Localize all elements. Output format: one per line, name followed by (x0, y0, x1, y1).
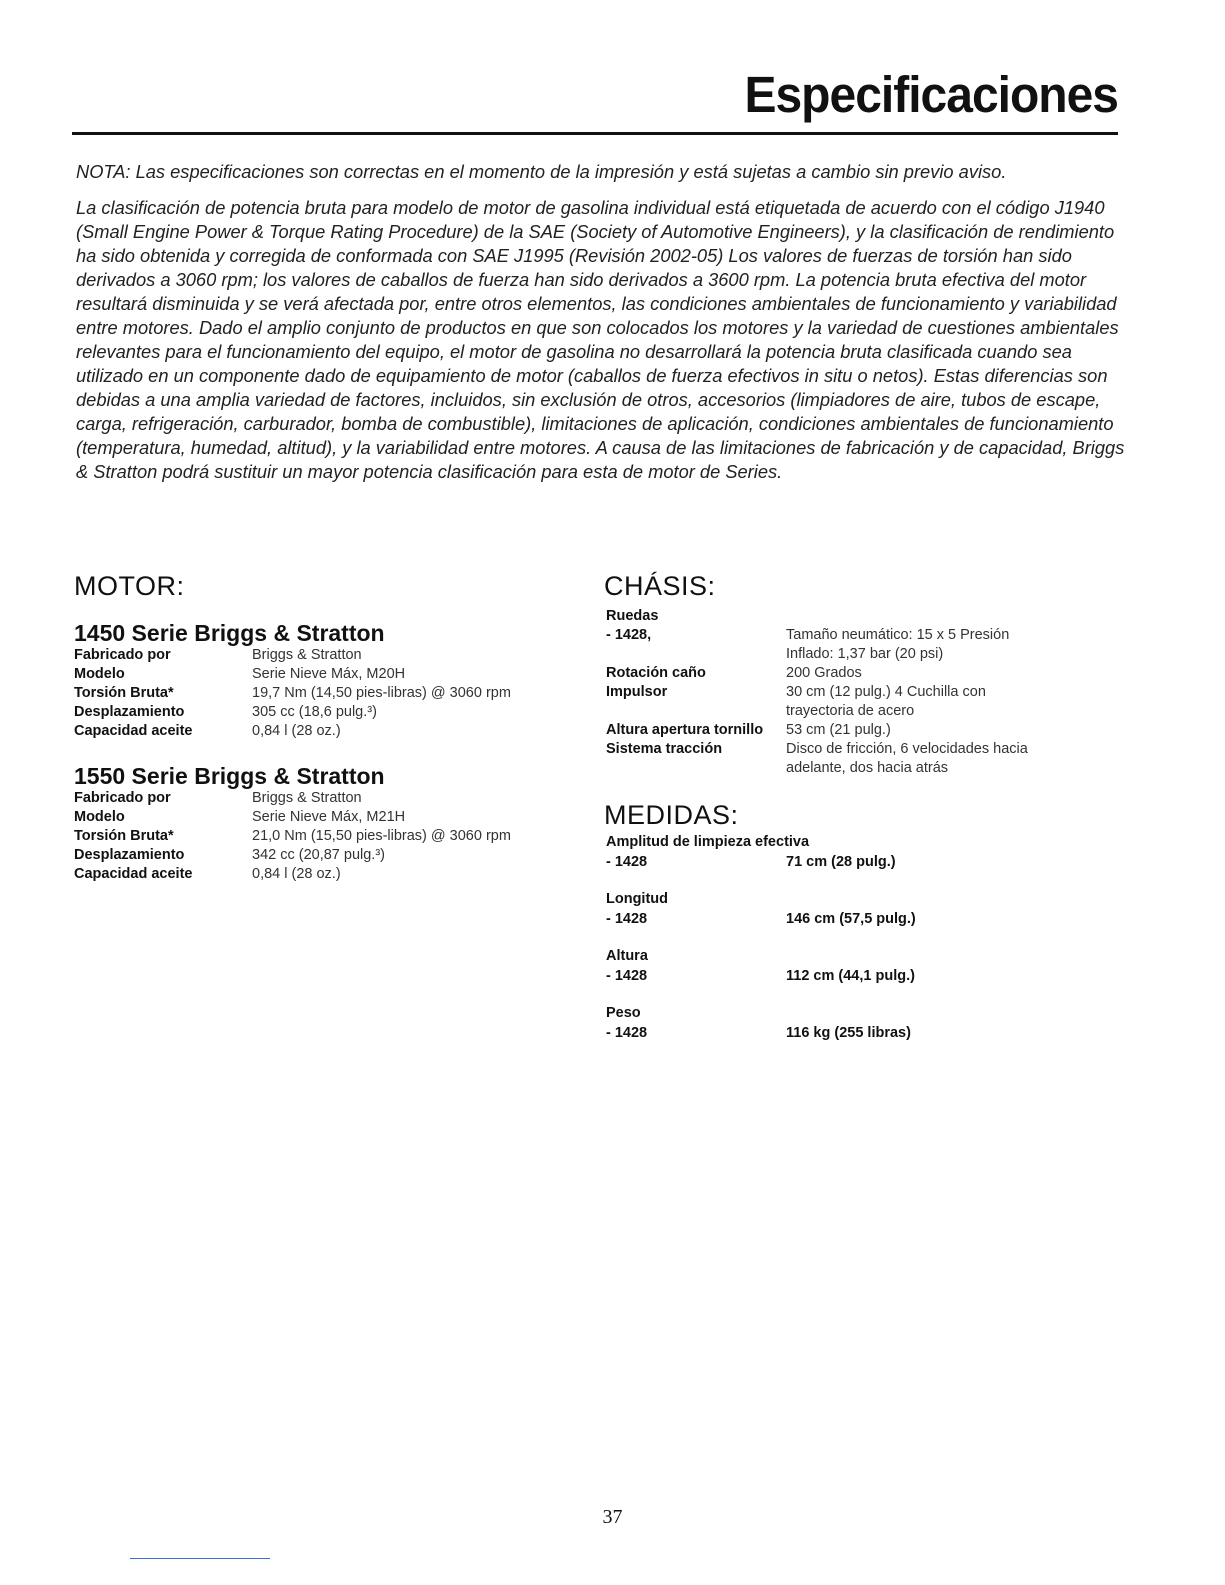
medida-title: Amplitud de limpieza efectiva (606, 834, 810, 850)
spec-label: Fabricado por (74, 790, 171, 806)
spec-value: 19,7 Nm (14,50 pies-libras) @ 3060 rpm (252, 685, 511, 701)
spec-value: Briggs & Stratton (252, 647, 362, 663)
medida-title: Longitud (606, 891, 669, 907)
spec-value: 30 cm (12 pulg.) 4 Cuchilla con trayectoria de acero (786, 684, 986, 719)
spec-value: 112 cm (44,1 pulg.) (786, 968, 915, 984)
spec-label: Fabricado por (74, 647, 171, 663)
spec-value: Serie Nieve Máx, M20H (252, 666, 406, 682)
spec-label: Altura apertura tornillo (606, 722, 764, 738)
spec-value: 200 Grados (786, 665, 862, 681)
medidas-heading: MEDIDAS: (604, 800, 739, 830)
engine-1450-title: 1450 Serie Briggs & Stratton (74, 620, 385, 646)
spec-label: Modelo (74, 666, 125, 682)
spec-value: 116 kg (255 libras) (786, 1025, 911, 1041)
medida-title: Altura (606, 948, 648, 964)
spec-label: Rotación caño (606, 665, 706, 681)
spec-value: 146 cm (57,5 pulg.) (786, 911, 916, 927)
spec-label: - 1428 (606, 854, 648, 870)
spec-value: 305 cc (18,6 pulg.³) (252, 704, 377, 720)
spec-value: 0,84 l (28 oz.) (252, 866, 341, 882)
spec-label: - 1428 (606, 968, 648, 984)
spec-label: Impulsor (606, 684, 668, 700)
spec-value: Tamaño neumático: 15 x 5 Presión Inflado: 1,37 bar (20 psi) (786, 627, 1010, 662)
spec-label: Capacidad aceite (74, 723, 193, 739)
spec-label: Torsión Bruta* (74, 828, 174, 844)
title-rule (72, 132, 1118, 135)
spec-value: 21,0 Nm (15,50 pies-libras) @ 3060 rpm (252, 828, 511, 844)
page-number: 37 (602, 1506, 623, 1528)
footer-rule (130, 1558, 270, 1559)
engine-1550-title: 1550 Serie Briggs & Stratton (74, 763, 385, 789)
spec-label: - 1428 (606, 1025, 648, 1041)
chasis-heading: CHÁSIS: (604, 571, 716, 601)
spec-value: 0,84 l (28 oz.) (252, 723, 341, 739)
medida-title: Peso (606, 1005, 641, 1021)
spec-value: Serie Nieve Máx, M21H (252, 809, 406, 825)
spec-value: 53 cm (21 pulg.) (786, 722, 891, 738)
spec-label: - 1428, (606, 627, 652, 643)
spec-value: 342 cc (20,87 pulg.³) (252, 847, 385, 863)
spec-label: Desplazamiento (74, 847, 185, 863)
spec-label: - 1428 (606, 911, 648, 927)
spec-label: Modelo (74, 809, 125, 825)
note-text: NOTA: Las especificaciones son correctas en el momento de la impresión y está sujetas a cambio sin previo aviso. (76, 161, 1007, 182)
spec-label: Sistema tracción (606, 741, 723, 757)
page-title: Especificaciones (744, 67, 1118, 124)
spec-value: Disco de fricción, 6 velocidades hacia adelante, dos hacia atrás (786, 741, 1028, 776)
spec-label: Desplazamiento (74, 704, 185, 720)
rating-paragraph: La clasificación de potencia bruta para modelo de motor de gasolina individual está etiquetada de acuerdo con el código J1940 (Small Engine Power & Torque Rating Procedure) de la SAE (Society of Automotive Engineers), y la clasificación de rendimiento ha sido obtenida y corregida de conformada con SAE J1995 (Revisión 2002-05) Los valores de fuerzas de torsión han sido derivados a 3060 rpm; los valores de caballos de fuerza han sido derivados a 3600 rpm. La potencia bruta efectiva del motor resultará disminuida y se verá afectada por, entre otros elementos, las condiciones ambientales de funcionamiento y variabilidad entre motores. Dado el amplio conjunto de productos en que son colocados los motores y la variedad de cuestiones ambientales relevantes para el funcionamiento del equipo, el motor de gasolina no desarrollará la potencia bruta clasificada cuando sea utilizado en un componente dado de equipamiento de motor (caballos de fuerza efectivos in situ o netos). Estas diferencias son debidas a una amplia variedad de factores, incluidos, sin exclusión de otros, accesorios (limpiadores de aire, tubos de escape, carga, refrigeración, carburador, bomba de combustible), limitaciones de aplicación, condiciones ambientales de funcionamiento (temperatura, humedad, altitud), y la variabilidad entre motores. A causa de las limitaciones de fabricación y de capacidad, Briggs & Stratton podrá sustituir un mayor potencia clasificación para esta de motor de Series. (76, 197, 1125, 482)
spec-label: Torsión Bruta* (74, 685, 174, 701)
motor-heading: MOTOR: (74, 571, 185, 601)
spec-label: Capacidad aceite (74, 866, 193, 882)
spec-value: Briggs & Stratton (252, 790, 362, 806)
ruedas-label: Ruedas (606, 608, 659, 624)
spec-value: 71 cm (28 pulg.) (786, 854, 896, 870)
